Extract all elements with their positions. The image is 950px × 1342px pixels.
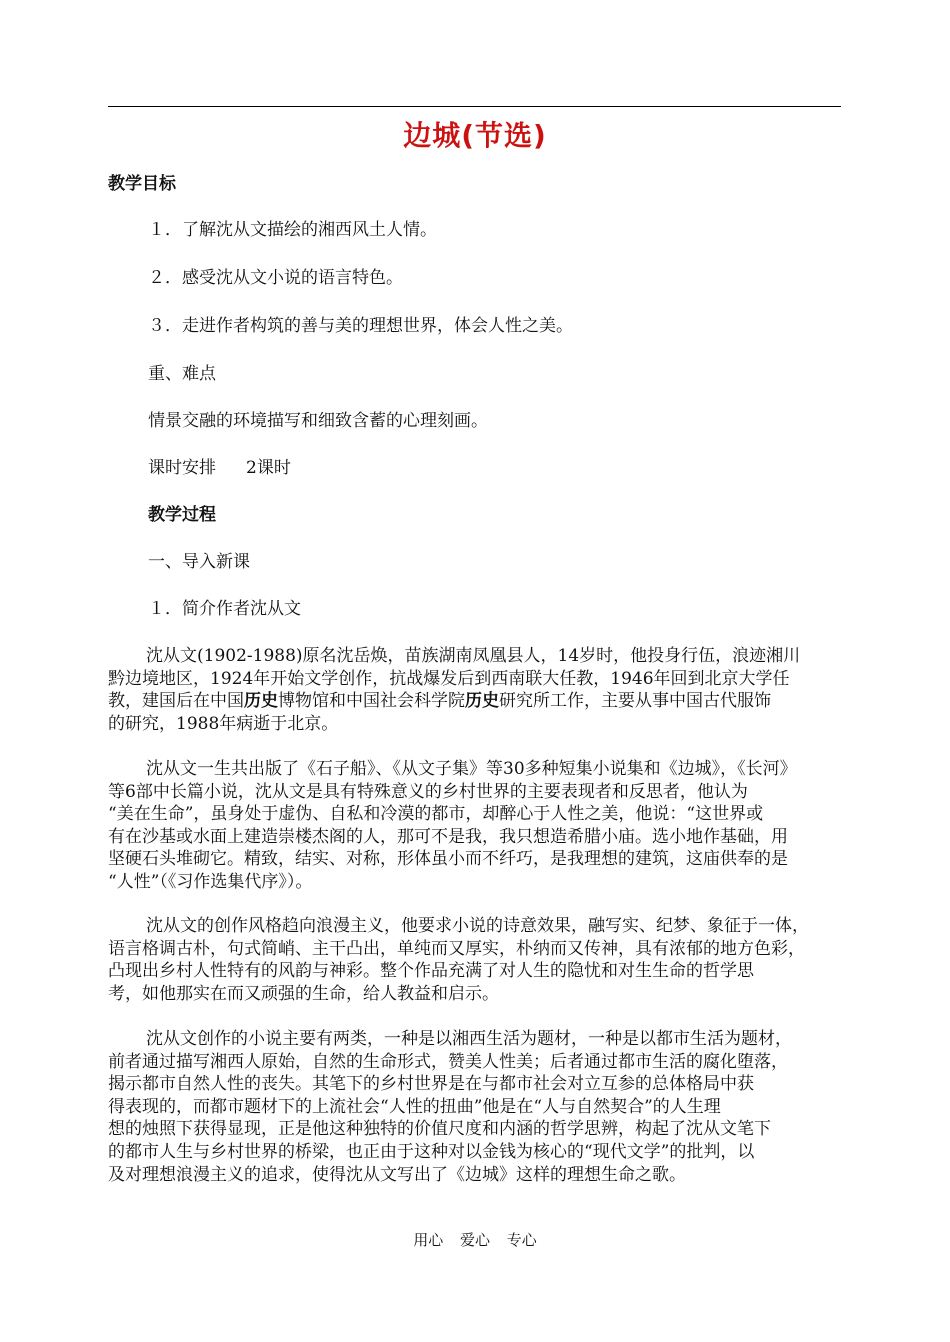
paragraph-style	[108, 915, 843, 1005]
footer-word: 专心	[506, 1231, 537, 1249]
para-line: 沈从文(1902-1988)原名沈岳焕，苗族湖南凤凰县人，14岁时，他投身行伍，浪迹湘川	[146, 646, 801, 666]
para-line: 有在沙基或水面上建造崇楼杰阁的人，那可不是我，我只想造希腊小庙。选小地作基础，用	[108, 826, 788, 847]
para-line: 教，建国后在中国历史博物馆和中国社会科学院历史研究所工作，主要从事中国古代服饰	[108, 691, 771, 712]
subsection-heading: １．简介作者沈从文	[148, 599, 301, 619]
process-heading: 教学过程	[148, 505, 216, 525]
footer-word: 用心	[413, 1231, 444, 1249]
paragraph-themes	[108, 1028, 843, 1186]
objective-item-2: ２．感受沈从文小说的语言特色。	[148, 268, 403, 288]
para-line: 等6部中长篇小说，沈从文是具有特殊意义的乡村世界的主要表现者和反思者，他认为	[108, 781, 748, 802]
para-line: “美在生命”，虽身处于虚伪、自私和冷漠的都市，却醉心于人性之美，他说：“这世界或	[108, 804, 764, 825]
key-points-text: 情景交融的环境描写和细致含蓄的心理刻画。	[148, 411, 488, 431]
para-line: 前者通过描写湘西人原始，自然的生命形式，赞美人性美；后者通过都市生活的腐化堕落，	[108, 1051, 788, 1072]
paragraph-works	[108, 758, 843, 894]
schedule-value: 2课时	[246, 458, 291, 478]
objectives-heading: 教学目标	[108, 174, 176, 194]
para-line: 黔边境地区，1924年开始文学创作，抗战爆发后到西南联大任教，1946年回到北京大学任	[108, 668, 790, 689]
para-line: 语言格调古朴，句式简峭、主干凸出，单纯而又厚实，朴纳而又传神，具有浓郁的地方色彩，	[108, 938, 805, 959]
paragraph-author-bio	[108, 645, 843, 735]
para-line: 的都市人生与乡村世界的桥梁，也正由于这种对以金钱为核心的“现代文学”的批判，以	[108, 1141, 755, 1162]
para-line: 凸现出乡村人性特有的风韵与神彩。整个作品充满了对人生的隐忧和对生生命的哲学思	[108, 961, 754, 982]
para-line: 沈从文一生共出版了《石子船》、《从文子集》等30多种短集小说集和《边城》，《长河》	[146, 759, 797, 779]
para-line: 坚硬石头堆砌它。精致，结实、对称，形体虽小而不纤巧，是我理想的建筑，这庙供奉的是	[108, 849, 788, 870]
footer-word: 爱心	[459, 1231, 490, 1249]
para-line: 想的烛照下获得显现，正是他这种独特的价值尺度和内涵的哲学思辨，构起了沈从文笔下	[108, 1119, 771, 1140]
page-title: 边城(节选)	[403, 119, 547, 152]
objective-item-3: ３．走进作者构筑的善与美的理想世界，体会人性之美。	[148, 316, 573, 336]
para-line: 揭示都市自然人性的丧失。其笔下的乡村世界是在与都市社会对立互参的总体格局中获	[108, 1074, 754, 1095]
para-line: 得表现的，而都市题材下的上流社会“人性的扭曲”他是在“人与自然契合”的人生理	[108, 1096, 721, 1117]
para-line: 沈从文创作的小说主要有两类，一种是以湘西生活为题材，一种是以都市生活为题材，	[146, 1029, 792, 1049]
page-footer	[0, 1229, 950, 1250]
highlight-history: 历史	[244, 691, 278, 712]
section-heading: 一、导入新课	[148, 552, 250, 572]
header-rule	[108, 106, 841, 107]
objective-item-1: １．了解沈从文描绘的湘西风土人情。	[148, 220, 437, 240]
para-line: 考，如他那实在而又顽强的生命，给人教益和启示。	[108, 983, 499, 1004]
para-line: “人性”（《习作选集代序》）。	[108, 871, 313, 892]
schedule-label: 课时安排	[148, 458, 216, 478]
schedule-line	[148, 456, 291, 480]
para-line: 沈从文的创作风格趋向浪漫主义，他要求小说的诗意效果，融写实、纪梦、象征于一体，	[146, 916, 809, 936]
para-line: 的研究，1988年病逝于北京。	[108, 713, 339, 734]
para-line: 及对理想浪漫主义的追求，使得沈从文写出了《边城》这样的理想生命之歌。	[108, 1164, 686, 1185]
highlight-history: 历史	[465, 691, 499, 712]
key-points-heading: 重、难点	[148, 364, 216, 384]
